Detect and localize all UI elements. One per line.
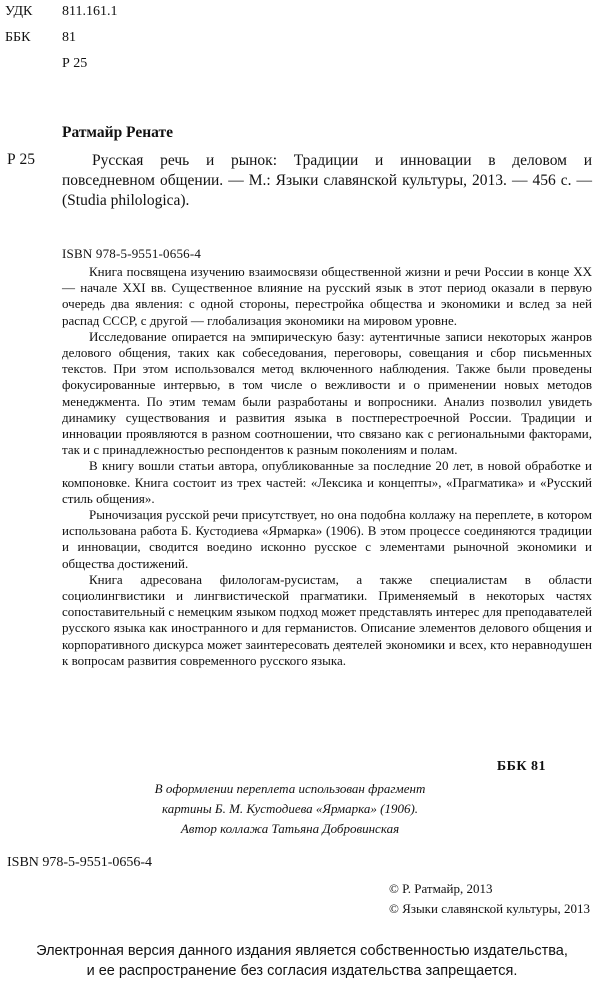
notice-line: Электронная версия данного издания является собственностью издательства, (36, 943, 568, 959)
bbk-bottom: ББК 81 (496, 759, 546, 774)
copyright-block (389, 879, 590, 919)
design-credit-line: картины Б. М. Кустодиева «Ярмарка» (1906). (161, 801, 419, 816)
copyright-publisher: © Языки славянской культуры, 2013 (389, 901, 590, 916)
design-credit-line: В оформлении переплета использован фрагмент (154, 781, 426, 796)
citation-mark: Р 25 (7, 151, 35, 168)
udk-code: 811.161.1 (62, 4, 118, 19)
udk-label: УДК (5, 4, 33, 19)
author-name: Ратмайр Ренате (62, 124, 173, 141)
bibliographic-citation (62, 151, 592, 211)
copyright-author: © Р. Ратмайр, 2013 (389, 881, 493, 896)
design-credit-line: Автор коллажа Татьяна Добровинская (180, 821, 400, 836)
cover-design-credit (100, 779, 480, 839)
notice-line: и ее распространение без согласия издательства запрещается. (86, 963, 518, 979)
isbn-bottom: ISBN 978-5-9551-0656-4 (7, 855, 153, 870)
annotation-paragraph: В книгу вошли статьи автора, опубликованные за последние 20 лет, в новой обработке и компоновке. Книга состоит из трех частей: «Лексика и концепты», «Прагматика» и «Русский стиль общения». (62, 458, 592, 506)
annotation-paragraph: Книга посвящена изучению взаимосвязи общественной жизни и речи России в конце XX — начале XXI вв. Существенное влияние на русский язык в этот период оказали в первую очередь два явления: с одной стороны, перестройка общества и экономики и вслед за ней распад СССР, с другой — глобализация экономики на мировом уровне. (62, 264, 592, 328)
bbk-label: ББК (5, 30, 31, 45)
electronic-version-notice (0, 941, 604, 981)
isbn-top: ISBN 978-5-9551-0656-4 (62, 246, 202, 261)
citation-title-line: Русская речь и рынок: Традиции и инновации в деловом и (92, 152, 592, 169)
annotation-paragraph: Исследование опирается на эмпирическую базу: аутентичные записи некоторых жанров делового общения, таких как собеседования, переговоры, совещания и сбор письменных текстов. При этом использовался метод включенного наблюдения. Также были проведены фокусированные интервью, в том числе о вежливости и о применении новых методов менеджмента. По этим темам были разработаны и вопросники. Анализ позволил увидеть динамику существования и развития языка в постперестроечной России. Традиции и инновации проявляются в разном соотношении, что связано как с региональными факторами, так и с принадлежностью респондентов к разным поколениям и полам. (62, 328, 592, 458)
annotation (62, 264, 592, 669)
author-mark: Р 25 (62, 56, 88, 71)
annotation-paragraph: Рыночизация русской речи присутствует, но она подобна коллажу на переплете, в котором использована работа Б. Кустодиева «Ярмарка» (1906). В этом процессе соединяются традиции и инновации, сводится воедино исконно русское с элементами рыночной экономики и общества достижений. (62, 507, 592, 571)
bbk-code: 81 (62, 30, 76, 45)
annotation-paragraph: Книга адресована филологам-русистам, а также специалистам в области социолингвистики и лингвистической прагматики. Применяемый в некоторых частях сопоставительный с немецким языком подход может представлять интерес для преподавателей русского языка как иностранного и для германистов. Описание элементов делового общения и корпоративного дискурса может заинтересовать деятелей экономики и всех, кто неравнодушен к вопросам развития современного русского языка. (62, 571, 592, 668)
citation-details: повседневном общении. — М.: Языки славянской культуры, 2013. — 456 с. — (Studia philologica). (62, 172, 592, 209)
